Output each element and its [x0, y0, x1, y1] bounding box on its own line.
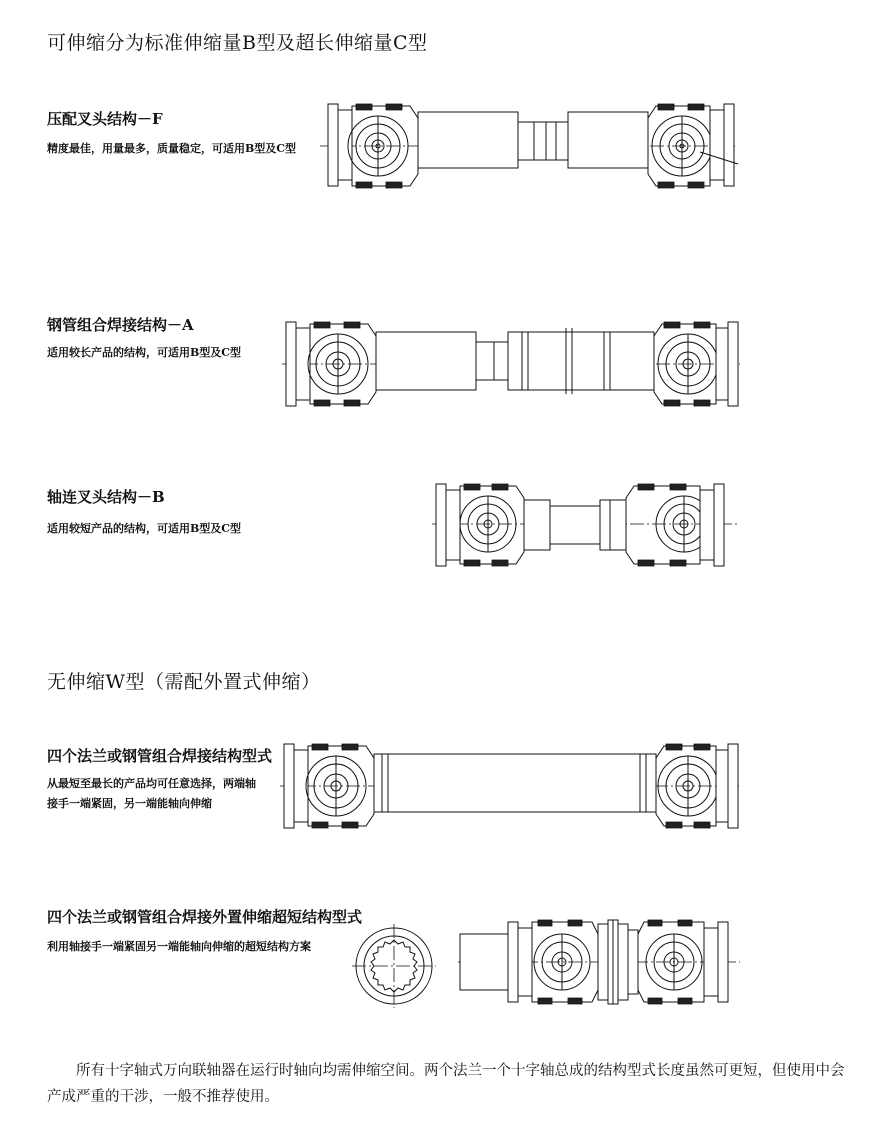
title-type-f: 压配叉头结构－F — [47, 110, 163, 128]
drawing-four-flange-short — [458, 914, 742, 1010]
title-type-b: 轴连叉头结构－B — [47, 488, 165, 506]
title-type-a: 钢管组合焊接结构－A — [47, 316, 194, 334]
drawing-type-a — [282, 318, 742, 410]
desc-type-b: 适用较短产品的结构，可适用B型及C型 — [47, 522, 242, 535]
drawing-four-flange — [280, 740, 742, 834]
title-four-flange: 四个法兰或钢管组合焊接结构型式 — [47, 747, 273, 765]
section-heading-non-telescopic: 无伸缩W型（需配外置式伸缩） — [47, 671, 321, 693]
desc-four-flange-short: 利用轴接手一端紧固另一端能轴向伸缩的超短结构方案 — [47, 940, 311, 953]
footer-note: 所有十字轴式万向联轴器在运行时轴向均需伸缩空间。两个法兰一个十字轴总成的结构型式长度虽然可更短，但使用中会产成严重的干涉，一般不推荐使用。 — [47, 1063, 845, 1105]
desc-type-f: 精度最佳，用量最多，质量稳定，可适用B型及C型 — [47, 142, 297, 155]
drawing-type-f — [320, 98, 740, 196]
desc-four-flange-line2: 接手一端紧固，另一端能轴向伸缩 — [47, 797, 212, 810]
desc-type-a: 适用较长产品的结构，可适用B型及C型 — [47, 346, 242, 359]
section-heading-telescopic: 可伸缩分为标准伸缩量B型及超长伸缩量C型 — [47, 32, 428, 54]
drawing-spline-hub — [352, 924, 436, 1008]
desc-four-flange-line1: 从最短至最长的产品均可任意选择，两端轴 — [47, 777, 256, 790]
drawing-type-b — [432, 478, 742, 574]
title-four-flange-short: 四个法兰或钢管组合焊接外置伸缩超短结构型式 — [47, 908, 363, 926]
